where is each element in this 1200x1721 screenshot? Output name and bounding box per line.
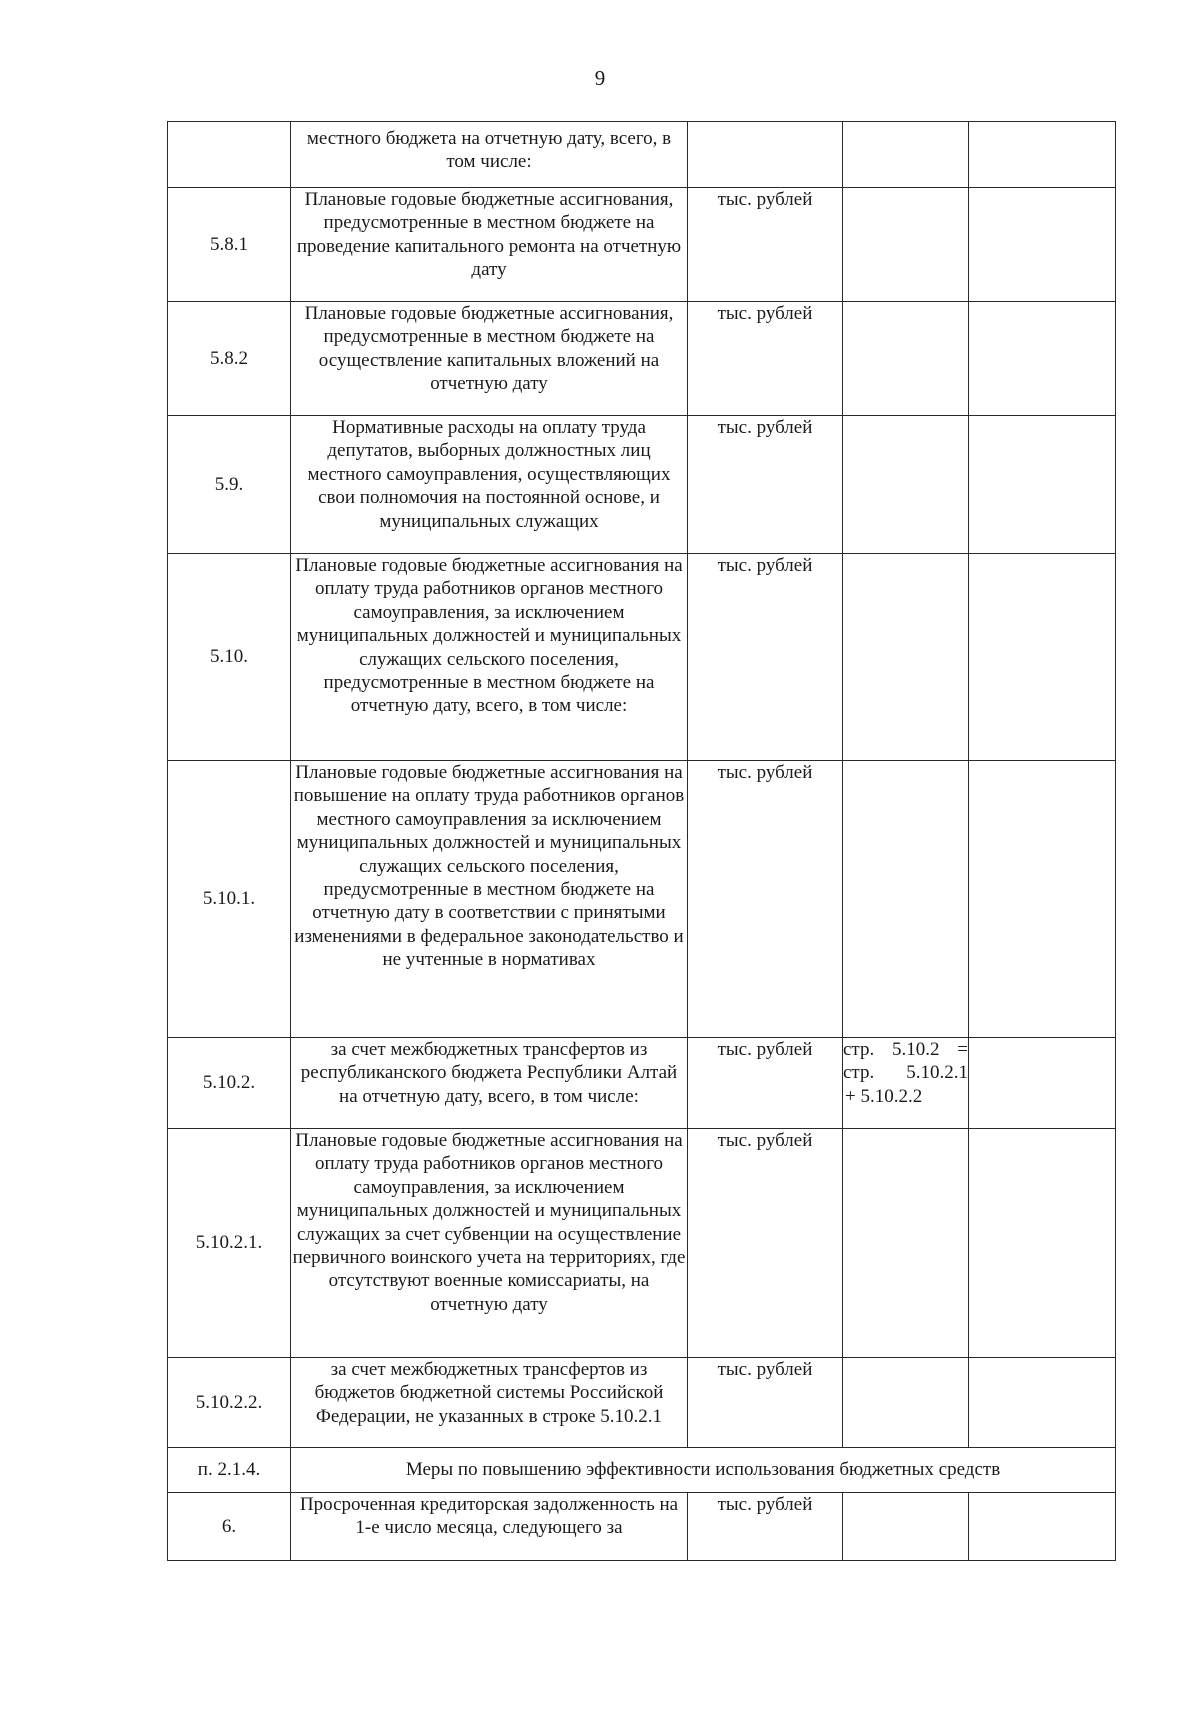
table-row <box>168 302 1116 416</box>
row-name: Нормативные расходы на оплату труда депутатов, выборных должностных лиц местного самоуправления, осуществляющих свои полномочия на постоянной основе, и муниципальных служащих <box>291 416 688 554</box>
value-cell <box>843 1129 969 1358</box>
row-unit: тыс. рублей <box>688 302 843 416</box>
row-unit: тыс. рублей <box>688 1038 843 1129</box>
value-cell <box>843 188 969 302</box>
row-number <box>168 122 291 188</box>
row-number: 6. <box>168 1493 291 1561</box>
value-cell <box>969 302 1116 416</box>
row-unit: тыс. рублей <box>688 1358 843 1448</box>
row-name: местного бюджета на отчетную дату, всего, в том числе: <box>291 122 688 188</box>
page-number: 9 <box>594 66 606 90</box>
formula-text: 5.10.2 <box>892 1039 940 1060</box>
row-unit: тыс. рублей <box>688 416 843 554</box>
row-name: Плановые годовые бюджетные ассигнования на повышение на оплату труда работников органов местного самоуправления за исключением муниципальных должностей и муниципальных служащих сельского поселения, предусмотренные в местном бюджете на отчетную дату в соответствии с принятыми изменениями в федеральное законодательство и не учтенные в нормативах <box>291 761 688 1038</box>
row-unit: тыс. рублей <box>688 188 843 302</box>
row-name: за счет межбюджетных трансфертов из республиканского бюджета Республики Алтай на отчетную дату, всего, в том числе: <box>291 1038 688 1129</box>
formula-line <box>843 1038 968 1061</box>
value-cell <box>843 1493 969 1561</box>
formula-line <box>843 1061 968 1084</box>
value-cell <box>969 122 1116 188</box>
row-name: Плановые годовые бюджетные ассигнования, предусмотренные в местном бюджете на проведение капитального ремонта на отчетную дату <box>291 188 688 302</box>
row-number: 5.9. <box>168 416 291 554</box>
row-name: Плановые годовые бюджетные ассигнования на оплату труда работников органов местного самоуправления, за исключением муниципальных должностей и муниципальных служащих за счет субвенции на осуществление первичного воинского учета на территориях, где отсутствуют военные комиссариаты, на отчетную дату <box>291 1129 688 1358</box>
row-name: Плановые годовые бюджетные ассигнования, предусмотренные в местном бюджете на осуществление капитальных вложений на отчетную дату <box>291 302 688 416</box>
table-row <box>168 1358 1116 1448</box>
value-cell <box>969 761 1116 1038</box>
row-number: 5.10.2.1. <box>168 1129 291 1358</box>
table-row <box>168 1493 1116 1561</box>
indicators-table <box>167 121 1116 1561</box>
table-row <box>168 416 1116 554</box>
row-number: 5.10.1. <box>168 761 291 1038</box>
value-cell <box>969 554 1116 761</box>
row-name: Плановые годовые бюджетные ассигнования на оплату труда работников органов местного самоуправления, за исключением муниципальных должностей и муниципальных служащих сельского поселения, предусмотренные в местном бюджете на отчетную дату, всего, в том числе: <box>291 554 688 761</box>
value-cell <box>969 416 1116 554</box>
value-cell <box>843 302 969 416</box>
row-number: 5.10.2.2. <box>168 1358 291 1448</box>
formula-text: + 5.10.2.2 <box>845 1085 923 1107</box>
value-cell <box>969 1358 1116 1448</box>
row-unit: тыс. рублей <box>688 761 843 1038</box>
formula-text: 5.10.2.1 <box>906 1062 968 1084</box>
row-name: Просроченная кредиторская задолженность на 1-е число месяца, следующего за <box>291 1493 688 1561</box>
formula-line <box>843 1085 968 1108</box>
value-cell <box>843 1358 969 1448</box>
row-unit: тыс. рублей <box>688 1129 843 1358</box>
value-cell <box>843 761 969 1038</box>
value-cell <box>969 1493 1116 1561</box>
formula-cell <box>843 1038 969 1129</box>
section-row <box>168 1448 1116 1493</box>
row-unit <box>688 122 843 188</box>
row-unit: тыс. рублей <box>688 554 843 761</box>
table-row <box>168 761 1116 1038</box>
value-cell <box>969 1038 1116 1129</box>
table-row <box>168 1038 1116 1129</box>
formula-text: = <box>957 1039 968 1060</box>
row-name: за счет межбюджетных трансфертов из бюджетов бюджетной системы Российской Федерации, не указанных в строке 5.10.2.1 <box>291 1358 688 1448</box>
row-unit: тыс. рублей <box>688 1493 843 1561</box>
row-number: 5.10.2. <box>168 1038 291 1129</box>
formula-text: стр. <box>843 1062 875 1084</box>
table-row <box>168 554 1116 761</box>
section-title: Меры по повышению эффективности использования бюджетных средств <box>291 1448 1116 1493</box>
table-row <box>168 122 1116 188</box>
row-number: 5.8.1 <box>168 188 291 302</box>
value-cell <box>969 188 1116 302</box>
row-number: п. 2.1.4. <box>168 1448 291 1493</box>
formula-text: стр. <box>843 1039 875 1060</box>
table-row <box>168 188 1116 302</box>
row-number: 5.10. <box>168 554 291 761</box>
value-cell <box>843 122 969 188</box>
value-cell <box>969 1129 1116 1358</box>
table-row <box>168 1129 1116 1358</box>
value-cell <box>843 416 969 554</box>
row-number: 5.8.2 <box>168 302 291 416</box>
value-cell <box>843 554 969 761</box>
